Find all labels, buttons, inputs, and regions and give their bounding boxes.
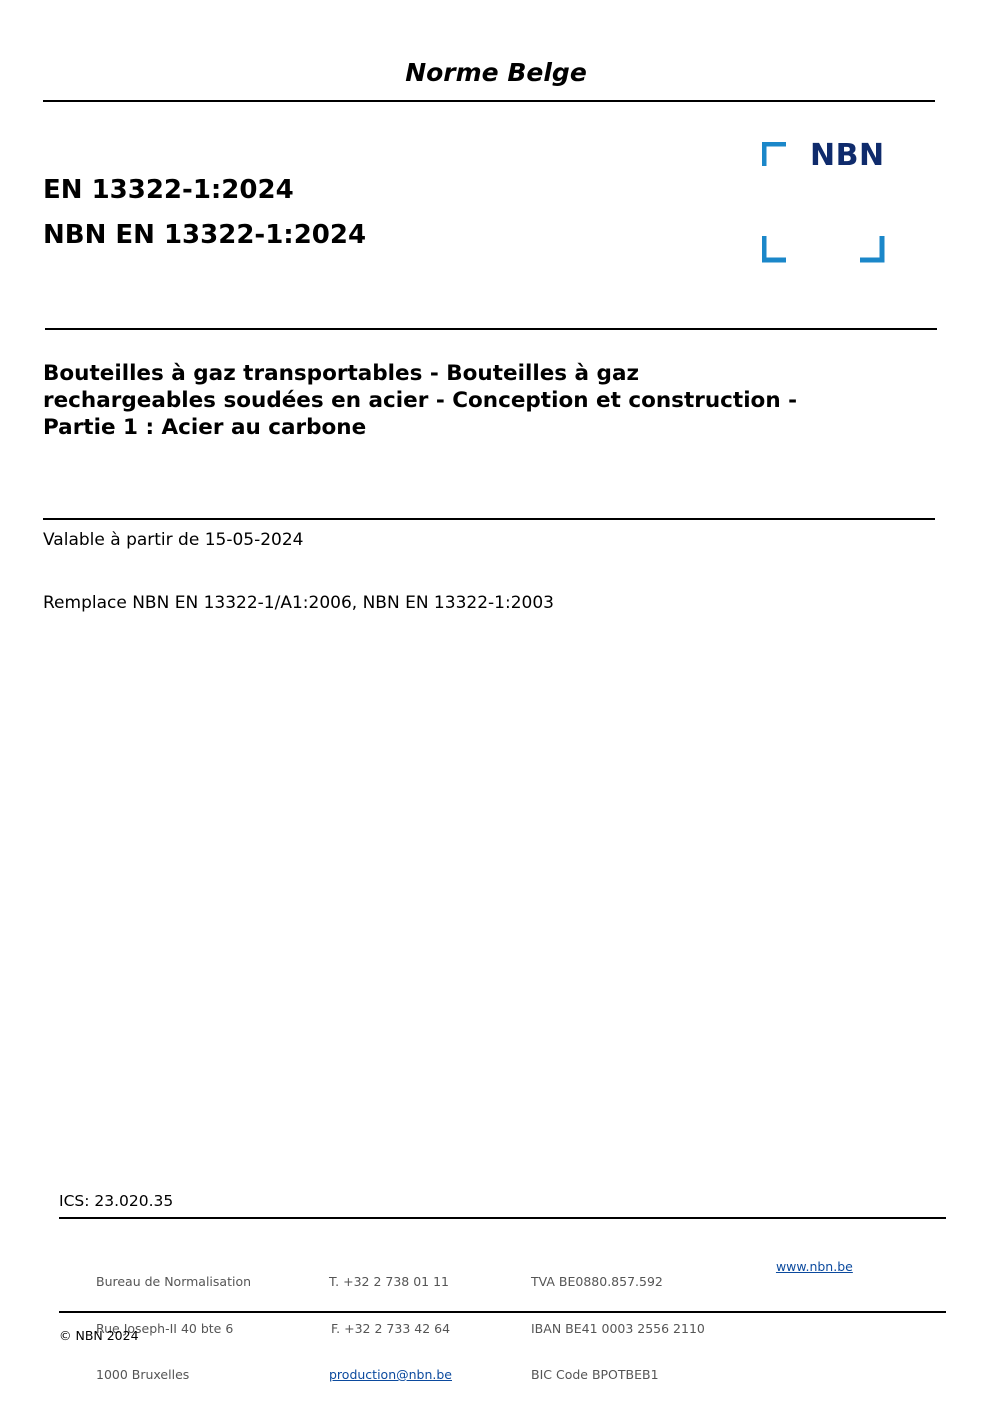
address-line: 1000 Bruxelles	[96, 1367, 190, 1382]
address-line: Rue Joseph-II 40 bte 6	[96, 1320, 234, 1336]
footer-bank-info	[531, 1243, 705, 1398]
standard-code-en: EN 13322-1:2024	[43, 175, 294, 205]
validity-date: Valable à partir de 15-05-2024	[43, 530, 304, 550]
header-divider	[43, 100, 935, 102]
ics-code: ICS: 23.020.35	[59, 1192, 174, 1210]
footer-divider-top	[59, 1217, 946, 1219]
title-line: rechargeables soudées en acier - Conception et construction -	[43, 388, 798, 413]
footer-address	[96, 1243, 251, 1398]
email-link[interactable]: production@nbn.be	[329, 1367, 452, 1382]
bic-code: BIC Code BPOTBEB1	[531, 1367, 659, 1382]
vat-number: TVA BE0880.857.592	[531, 1274, 663, 1289]
nbn-logo-text: NBN	[810, 138, 885, 173]
title-line: Bouteilles à gaz transportables - Bouteilles à gaz	[43, 361, 639, 386]
document-header-title: Norme Belge	[405, 58, 587, 87]
footer-website	[768, 1243, 853, 1274]
fax-number: F. +32 2 733 42 64	[331, 1320, 451, 1336]
logo-corner-bottom-right-icon	[856, 234, 886, 264]
copyright-notice: © NBN 2024	[59, 1328, 139, 1343]
footer-contact	[329, 1243, 452, 1398]
logo-corner-bottom-left-icon	[762, 234, 792, 264]
title-line: Partie 1 : Acier au carbone	[43, 415, 367, 440]
website-link[interactable]: www.nbn.be	[775, 1258, 853, 1274]
footer-divider-bottom	[59, 1311, 946, 1313]
standard-title	[43, 360, 923, 441]
logo-corner-top-left-icon	[762, 142, 792, 172]
section-divider-2	[43, 518, 935, 520]
address-line: Bureau de Normalisation	[96, 1274, 252, 1289]
phone-number: T. +32 2 738 01 11	[329, 1274, 449, 1289]
section-divider-1	[45, 328, 937, 330]
replaces-note: Remplace NBN EN 13322-1/A1:2006, NBN EN 13322-1:2003	[43, 593, 554, 613]
standard-code-nbn: NBN EN 13322-1:2024	[43, 220, 367, 250]
iban-number: IBAN BE41 0003 2556 2110	[531, 1320, 705, 1336]
